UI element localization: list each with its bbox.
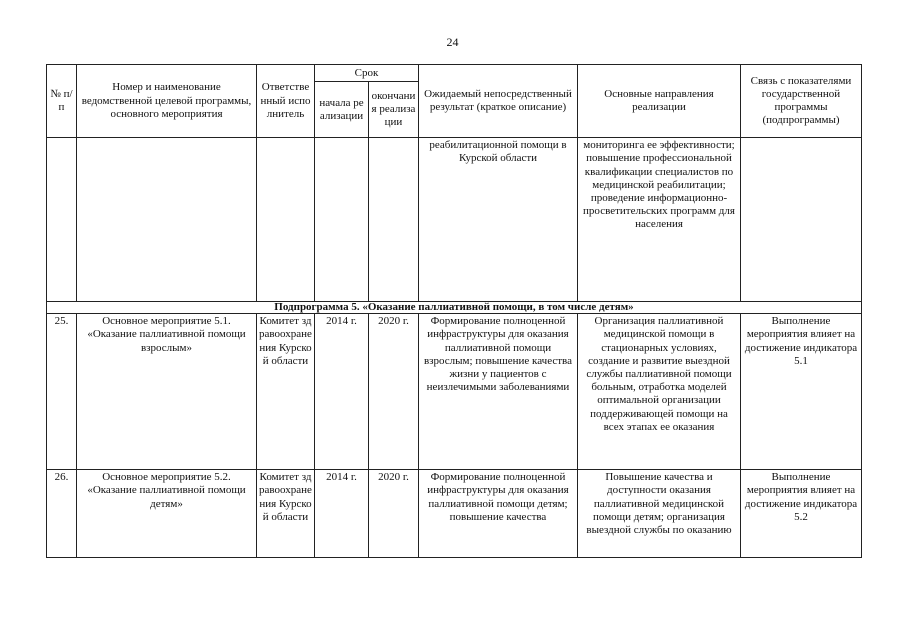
row-name: Основное мероприятие 5.2. «Оказание паллиативной помощи детям» bbox=[77, 470, 257, 558]
cell-empty bbox=[369, 138, 419, 302]
cell-empty bbox=[77, 138, 257, 302]
header-responsible: Ответственный исполнитель bbox=[257, 65, 315, 138]
continuation-row bbox=[47, 138, 862, 302]
section-title: Подпрограмма 5. «Оказание паллиативной помощи, в том числе детям» bbox=[47, 302, 862, 314]
cell-empty bbox=[257, 138, 315, 302]
cell-empty bbox=[315, 138, 369, 302]
row-end: 2020 г. bbox=[369, 470, 419, 558]
row-start: 2014 г. bbox=[315, 314, 369, 470]
program-table bbox=[46, 64, 862, 558]
row-name: Основное мероприятие 5.1. «Оказание паллиативной помощи взрослым» bbox=[77, 314, 257, 470]
cell-result: реабилитационной помощи в Курской области bbox=[419, 138, 578, 302]
row-link: Выполнение мероприятия влияет на достижение индикатора 5.1 bbox=[741, 314, 862, 470]
row-link: Выполнение мероприятия влияет на достижение индикатора 5.2 bbox=[741, 470, 862, 558]
row-responsible: Комитет здравоохранения Курской области bbox=[257, 314, 315, 470]
cell-empty bbox=[741, 138, 862, 302]
row-number: 25. bbox=[47, 314, 77, 470]
header-start: начала реализации bbox=[315, 82, 369, 138]
header-num: № п/п bbox=[47, 65, 77, 138]
table-row bbox=[47, 314, 862, 470]
cell-empty bbox=[47, 138, 77, 302]
header-result: Ожидаемый непосредственный результат (краткое описание) bbox=[419, 65, 578, 138]
header-end: окончания реализации bbox=[369, 82, 419, 138]
row-end: 2020 г. bbox=[369, 314, 419, 470]
header-link: Связь с показателями государственной программы (подпрограммы) bbox=[741, 65, 862, 138]
header-name: Номер и наименование ведомственной целевой программы, основного мероприятия bbox=[77, 65, 257, 138]
row-result: Формирование полноценной инфраструктуры для оказания паллиативной помощи детям; повышение качества bbox=[419, 470, 578, 558]
row-number: 26. bbox=[47, 470, 77, 558]
page-number: 24 bbox=[446, 35, 459, 49]
cell-directions: мониторинга ее эффективности; повышение профессиональной квалификации специалистов по медицинской реабилитации; проведение информационно-просветительских программ для населения bbox=[578, 138, 741, 302]
row-result: Формирование полноценной инфраструктуры для оказания паллиативной помощи взрослым; повышение качества жизни у пациентов с неизлечимыми заболеваниями bbox=[419, 314, 578, 470]
row-directions: Организация паллиативной медицинской помощи в стационарных условиях, создание и развитие выездной службы паллиативной помощи больным, отработка моделей оптимальной организации поддерживающей помощи на всех этапах ее оказания bbox=[578, 314, 741, 470]
table-row bbox=[47, 470, 862, 558]
header-term: Срок bbox=[315, 65, 419, 82]
row-start: 2014 г. bbox=[315, 470, 369, 558]
header-directions: Основные направления реализации bbox=[578, 65, 741, 138]
row-directions: Повышение качества и доступности оказания паллиативной медицинской помощи детям; организация выездной службы по оказанию bbox=[578, 470, 741, 558]
row-responsible: Комитет здравоохранения Курской области bbox=[257, 470, 315, 558]
section-row bbox=[47, 302, 862, 314]
